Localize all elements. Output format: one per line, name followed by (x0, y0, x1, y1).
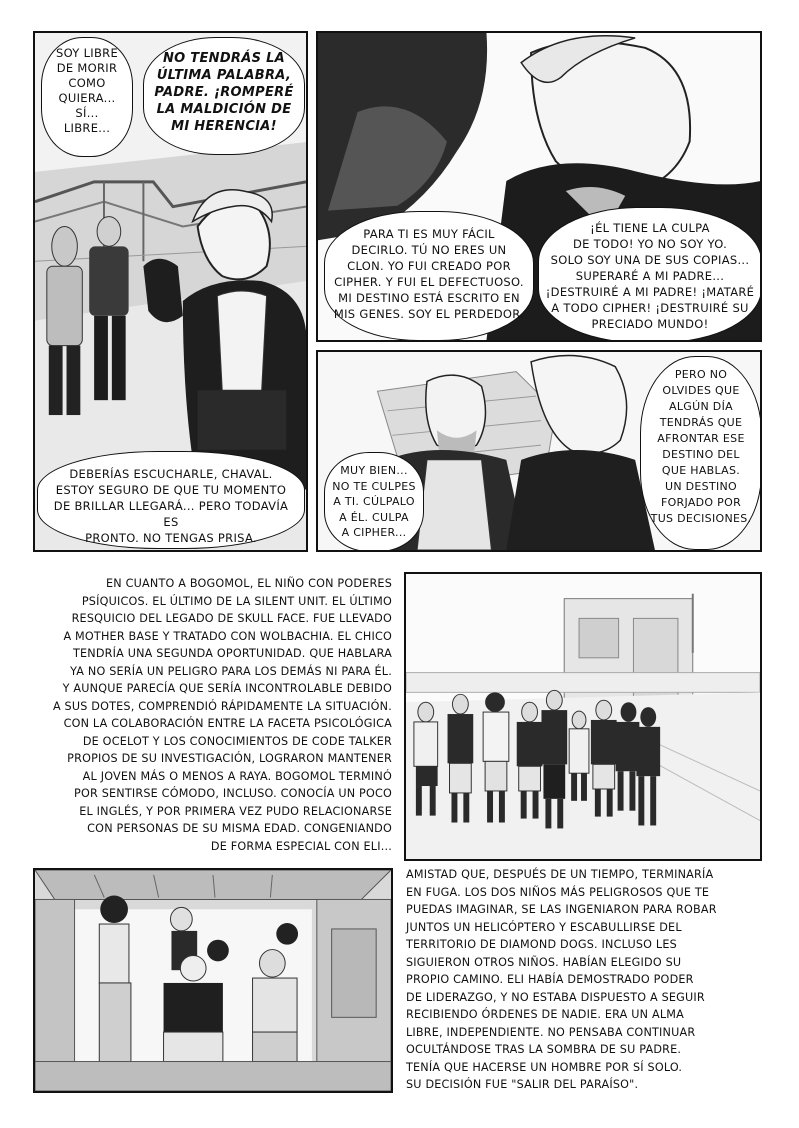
speech-bubble: PERO NO OLVIDES QUE ALGÚN DÍA TENDRÁS QUE AFRONTAR ESE DESTINO DEL QUE HABLAS. UN DESTINO FORJADO POR TUS DECISIONES. (640, 356, 762, 550)
narration-caption: AMISTAD QUE, DESPUÉS DE UN TIEMPO, TERMINARÍA EN FUGA. LOS DOS NIÑOS MÁS PELIGROSOS QUE TE PUEDAS IMAGINAR, SE LAS INGENIARON PARA ROBAR JUNTOS UN HELICÓPTERO Y ESCABULLIRSE DEL TERRITORIO DE DIAMOND DOGS. INCLUSO LES SIGUIERON OTROS NIÑOS. HABÍAN ELEGIDO SU PROPIO CAMINO. ELI HABÍA DEMOSTRADO PODER DE LIDERAZGO, Y NO ESTABA DISPUESTO A SEGUIR RECIBIENDO ÓRDENES DE NADIE. ERA UN ALMA LIBRE, INDEPENDIENTE. NO PENSABA CONTINUAR OCULTÁNDOSE TRAS LA SOMBRA DE SU PADRE. TENÍA QUE HACERSE UN HOMBRE POR SÍ SOLO. SU DECISIÓN FUE "SALIR DEL PARAÍSO". (406, 868, 717, 1091)
panel-2 (316, 31, 762, 342)
speech-bubble: PARA TI ES MUY FÁCIL DECIRLO. TÚ NO ERES UN CLON. YO FUI CREADO POR CIPHER. Y FUI EL DEFECTUOSO. MI DESTINO ESTÁ ESCRITO EN MIS GENES. SOY EL PERDEDOR. (324, 211, 534, 341)
panel-5-art (35, 870, 391, 1091)
speech-bubble: SOY LIBRE DE MORIR COMO QUIERA... SÍ... LIBRE... (41, 37, 133, 157)
panel-4-art (406, 574, 760, 859)
panel-5 (33, 868, 393, 1093)
speech-bubble: DEBERÍAS ESCUCHARLE, CHAVAL. ESTOY SEGURO DE QUE TU MOMENTO DE BRILLAR LLEGARÁ... PERO TODAVÍA ES PRONTO. NO TENGAS PRISA. (37, 451, 305, 549)
panel-1 (33, 31, 308, 552)
panel-4 (404, 572, 762, 861)
narration-caption: EN CUANTO A BOGOMOL, EL NIÑO CON PODERES PSÍQUICOS. EL ÚLTIMO DE LA SILENT UNIT. EL ÚLTIMO RESQUICIO DEL LEGADO DE SKULL FACE. FUE LLEVADO A MOTHER BASE Y TRATADO CON WOLBACHIA. EL CHICO TENDRÍA UNA SEGUNDA OPORTUNIDAD. QUE HABLARA YA NO SERÍA UN PELIGRO PARA LOS DEMÁS NI PARA ÉL. Y AUNQUE PARECÍA QUE SERÍA INCONTROLABLE DEBIDO A SUS DOTES, COMPRENDIÓ RÁPIDAMENTE LA SITUACIÓN. CON LA COLABORACIÓN ENTRE LA FACETA PSICOLÓGICA DE OCELOT Y LOS CONOCIMIENTOS DE CODE TALKER PROPIOS DE SU INVESTIGACIÓN, LOGRARON MANTENER AL JOVEN MÁS O MENOS A RAYA. BOGOMOL TERMINÓ POR SENTIRSE CÓMODO, INCLUSO. CONOCÍA UN POCO EL INGLÉS, Y POR PRIMERA VEZ PUDO RELACIONARSE CON PERSONAS DE SU MISMA EDAD. CONGENIANDO DE FORMA ESPECIAL CON ELI... (52, 577, 392, 853)
speech-bubble: MUY BIEN... NO TE CULPES A TI. CÚLPALO A ÉL. CULPA A CIPHER... (324, 452, 424, 552)
panel-3 (316, 350, 762, 552)
speech-bubble: ¡ÉL TIENE LA CULPA DE TODO! YO NO SOY YO. SOLO SOY UNA DE SUS COPIAS... SUPERARÉ A MI PADRE... ¡DESTRUIRÉ A MI PADRE! ¡MATARÉ A TODO CIPHER! ¡DESTRUIRÉ SU PRECIADO MUNDO! (538, 207, 762, 342)
speech-bubble-shout: NO TENDRÁS LA ÚLTIMA PALABRA, PADRE. ¡ROMPERÉ LA MALDICIÓN DE MI HERENCIA! (143, 37, 305, 155)
